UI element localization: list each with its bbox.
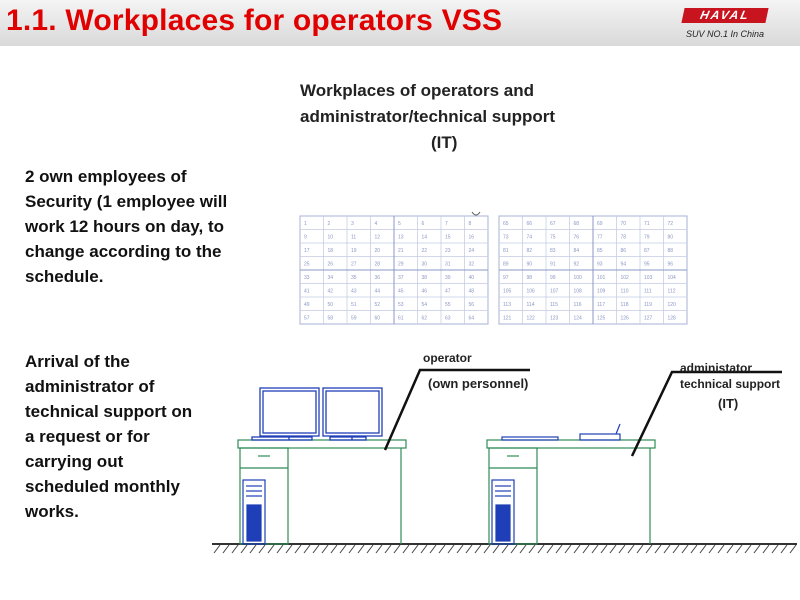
wall-screen-number: 123 [550,315,559,322]
heading-line-2: administrator/technical support [300,107,556,126]
wall-screen-number: 69 [597,221,603,227]
floor-hatch [286,545,292,553]
floor-hatch [772,545,778,553]
operator-computer-tower [243,480,265,544]
wall-screen-number: 8 [468,221,472,227]
wall-screen-number: 89 [503,261,509,268]
wall-screen-number: 122 [526,315,535,322]
wall-screen-number: 72 [667,221,674,227]
floor-hatch [592,545,598,553]
floor-hatch [448,545,454,553]
wall-screen-number: 90 [526,261,533,268]
wall-screen-number: 59 [351,315,357,322]
admin-desk-top [487,440,655,448]
wall-screen-number: 84 [573,248,580,254]
floor-hatch [790,545,796,553]
floor-hatch [619,545,625,553]
floor-hatch [223,545,229,553]
wall-screen-number: 49 [304,302,310,308]
floor-hatch [412,545,418,553]
floor-hatch [430,545,436,553]
floor-hatch [511,545,517,553]
wall-screen-number: 33 [304,275,310,281]
wall-screen-number: 67 [550,221,556,227]
wall-screen-number: 63 [445,315,451,322]
floor-hatch [358,545,364,553]
wall-screen-number: 116 [573,302,582,308]
wall-screen-number: 25 [304,261,310,268]
floor-hatch [304,545,310,553]
wall-screen-number: 85 [597,248,603,254]
floor-hatch [556,545,562,553]
wall-screen-number: 2 [327,221,331,227]
wall-screen-number: 102 [620,275,629,281]
floor-hatch [754,545,760,553]
wall-screen-number: 42 [327,288,334,295]
wall-screen-number: 24 [468,248,475,254]
wall-screen-number: 111 [644,288,652,295]
floor-hatch [718,545,724,553]
wall-screen-number: 96 [667,261,674,268]
video-wall [300,212,687,324]
floor-hatch [367,545,373,553]
admin-paragraph: Arrival of the administrator of technical support on a request or for carrying out scheduled monthly works. [25,352,193,521]
wall-screen-number: 106 [526,288,535,295]
wall-screen-number: 38 [421,275,428,281]
wall-screen-number: 31 [445,261,451,268]
floor-hatch [232,545,238,553]
wall-screen-number: 53 [398,302,404,308]
wall-screen-number: 51 [351,302,357,308]
wall-screen-number: 52 [374,302,381,308]
logo-brand: HAVAL [698,8,752,22]
floor-hatch [745,545,751,553]
floor-hatch [682,545,688,553]
wall-screen-number: 119 [644,302,652,308]
wall-screen-number: 91 [550,261,556,268]
wall-screen-number: 125 [597,315,606,322]
wall-screen-number: 14 [421,234,428,241]
admin-label-1: administator [680,361,753,375]
admin-computer-tower [492,480,514,544]
wall-camera-icon [472,212,480,215]
wall-screen-number: 10 [327,234,334,241]
wall-screen-number: 94 [620,261,627,268]
floor-hatch [529,545,535,553]
wall-screen-number: 101 [597,275,606,281]
wall-screen-number: 103 [644,275,653,281]
wall-screen-number: 107 [550,288,559,295]
wall-screen-number: 23 [445,248,451,254]
wall-screen-number: 13 [398,234,404,241]
wall-screen-number: 99 [550,275,556,281]
wall-screen-number: 86 [620,248,627,254]
wall-screen-number: 109 [597,288,606,295]
floor-hatch [340,545,346,553]
keyboard [252,437,312,440]
floor-hatch [475,545,481,553]
wall-screen-number: 75 [550,234,556,241]
wall-screen-number: 47 [445,288,451,295]
wall-screen-number: 3 [351,221,354,227]
floor-hatch [313,545,319,553]
floor-hatch [637,545,643,553]
wall-screen-number: 57 [304,315,310,322]
floor-hatch [250,545,256,553]
wall-screen-number: 48 [468,288,475,295]
wall-screen-number: 30 [421,261,428,268]
wall-screen-number: 110 [620,288,629,295]
wall-screen-number: 77 [597,234,603,241]
wall-screen-number: 79 [644,234,650,241]
wall-screen-number: 32 [468,261,475,268]
wall-screen-number: 113 [503,302,511,308]
wall-screen-number: 93 [597,261,603,268]
wall-panel-left [300,216,488,324]
wall-screen-number: 6 [421,221,425,227]
wall-screen-number: 16 [468,234,475,241]
floor-hatch [583,545,589,553]
wall-screen-number: 127 [644,315,653,322]
wall-screen-number: 126 [620,315,629,322]
wall-screen-number: 61 [398,315,404,322]
heading-line-3: (IT) [431,133,458,152]
floor-hatch [673,545,679,553]
admin-desk [487,440,655,544]
wall-screen-number: 36 [374,275,381,281]
floor-hatch [493,545,499,553]
floor-hatch [322,545,328,553]
wall-screen-number: 104 [667,275,676,281]
floor-hatch [700,545,706,553]
wall-screen-number: 40 [468,275,475,281]
floor-hatch [268,545,274,553]
wall-screen-number: 1 [304,221,307,227]
floor [212,544,797,553]
floor-hatch [727,545,733,553]
wall-screen-number: 117 [597,302,605,308]
slide-title: 1.1. Workplaces for operators VSS [6,4,503,37]
wall-screen-number: 28 [374,261,381,268]
floor-hatch [394,545,400,553]
wall-screen-number: 112 [667,288,676,295]
floor-hatch [421,545,427,553]
wall-screen-number: 74 [526,234,533,241]
operator-note: (own personnel) [428,376,529,391]
wall-screen-number: 92 [573,261,580,268]
floor-hatch [331,545,337,553]
wall-screen-number: 124 [573,315,582,322]
wall-screen-number: 68 [573,221,580,227]
wall-screen-number: 41 [304,288,310,295]
floor-hatch [691,545,697,553]
wall-screen-number: 9 [304,234,307,241]
wall-screen-number: 44 [374,288,381,295]
wall-screen-number: 5 [398,221,401,227]
wall-screen-number: 12 [374,234,381,241]
wall-screen-number: 88 [667,248,674,254]
wall-screen-number: 120 [667,302,676,308]
wall-screen-number: 128 [667,315,676,322]
wall-screen-number: 26 [327,261,334,268]
admin-label-2: technical support [680,377,781,391]
floor-hatch [781,545,787,553]
wall-screen-number: 82 [526,248,533,254]
floor-hatch [457,545,463,553]
wall-screen-number: 60 [374,315,381,322]
floor-hatch [655,545,661,553]
floor-hatch [574,545,580,553]
wall-panel-right [499,216,687,324]
wall-screen-number: 27 [351,261,357,268]
admin-keyboard [502,424,620,440]
floor-hatch [241,545,247,553]
wall-screen-number: 78 [620,234,627,241]
wall-screen-number: 115 [550,302,558,308]
floor-hatch [628,545,634,553]
floor-hatch [547,545,553,553]
floor-hatch [502,545,508,553]
floor-hatch [601,545,607,553]
wall-screen-number: 97 [503,275,509,281]
wall-screen-number: 58 [327,315,334,322]
wall-screen-number: 73 [503,234,509,241]
wall-screen-number: 35 [351,275,357,281]
wall-screen-number: 54 [421,302,428,308]
floor-hatch [277,545,283,553]
floor-hatch [214,545,220,553]
floor-hatch [565,545,571,553]
floor-hatch [403,545,409,553]
wall-screen-number: 11 [351,234,357,241]
wall-screen-number: 65 [503,221,509,227]
wall-screen-number: 95 [644,261,650,268]
wall-screen-number: 29 [398,261,404,268]
monitor-left [260,388,319,436]
wall-screen-number: 55 [445,302,451,308]
floor-hatch [385,545,391,553]
wall-screen-number: 4 [374,221,378,227]
wall-screen-number: 108 [573,288,582,295]
wall-screen-number: 98 [526,275,533,281]
wall-screen-number: 70 [620,221,627,227]
floor-hatch [295,545,301,553]
floor-hatch [376,545,382,553]
floor-hatch [709,545,715,553]
floor-hatch [520,545,526,553]
wall-screen-number: 80 [667,234,674,241]
wall-screen-number: 46 [421,288,428,295]
wall-screen-number: 20 [374,248,381,254]
floor-hatch [466,545,472,553]
wall-screen-number: 81 [503,248,509,254]
logo-tagline: SUV NO.1 In China [686,29,765,39]
wall-screen-number: 39 [445,275,451,281]
floor-hatch [349,545,355,553]
floor-hatch [439,545,445,553]
wall-screen-number: 18 [327,248,334,254]
wall-screen-number: 87 [644,248,650,254]
floor-hatch [646,545,652,553]
operator-monitors [252,388,382,440]
wall-screen-number: 43 [351,288,357,295]
wall-screen-number: 50 [327,302,334,308]
wall-screen-number: 34 [327,275,334,281]
monitor-right [323,388,382,436]
staff-paragraph: 2 own employees of Security (1 employee will work 12 hours on day, to change according to the schedule. [25,167,228,286]
wall-screen-number: 7 [445,221,448,227]
wall-screen-number: 15 [445,234,451,241]
wall-screen-number: 66 [526,221,533,227]
operator-desk [238,440,406,544]
wall-screen-number: 114 [526,302,535,308]
floor-hatch [259,545,265,553]
wall-screen-number: 71 [644,221,650,227]
floor-hatch [763,545,769,553]
operator-desk-top [238,440,406,448]
wall-screen-number: 83 [550,248,556,254]
keyboard-2 [330,437,366,440]
wall-screen-number: 76 [573,234,580,241]
wall-screen-number: 45 [398,288,404,295]
floor-hatch [664,545,670,553]
admin-label-3: (IT) [718,396,739,411]
wall-screen-number: 22 [421,248,428,254]
floor-hatch [538,545,544,553]
floor-hatch [736,545,742,553]
wall-screen-number: 19 [351,248,357,254]
floor-hatch [610,545,616,553]
wall-screen-number: 21 [398,248,404,254]
wall-screen-number: 100 [573,275,582,281]
wall-screen-number: 17 [304,248,310,254]
floor-hatch [484,545,490,553]
wall-screen-number: 62 [421,315,428,322]
heading-line-1: Workplaces of operators and [300,81,534,100]
wall-screen-number: 64 [468,315,475,322]
wall-screen-number: 118 [620,302,629,308]
wall-screen-number: 37 [398,275,404,281]
operator-label: operator [423,351,472,365]
wall-screen-number: 105 [503,288,512,295]
wall-screen-number: 121 [503,315,512,322]
wall-screen-number: 56 [468,302,475,308]
